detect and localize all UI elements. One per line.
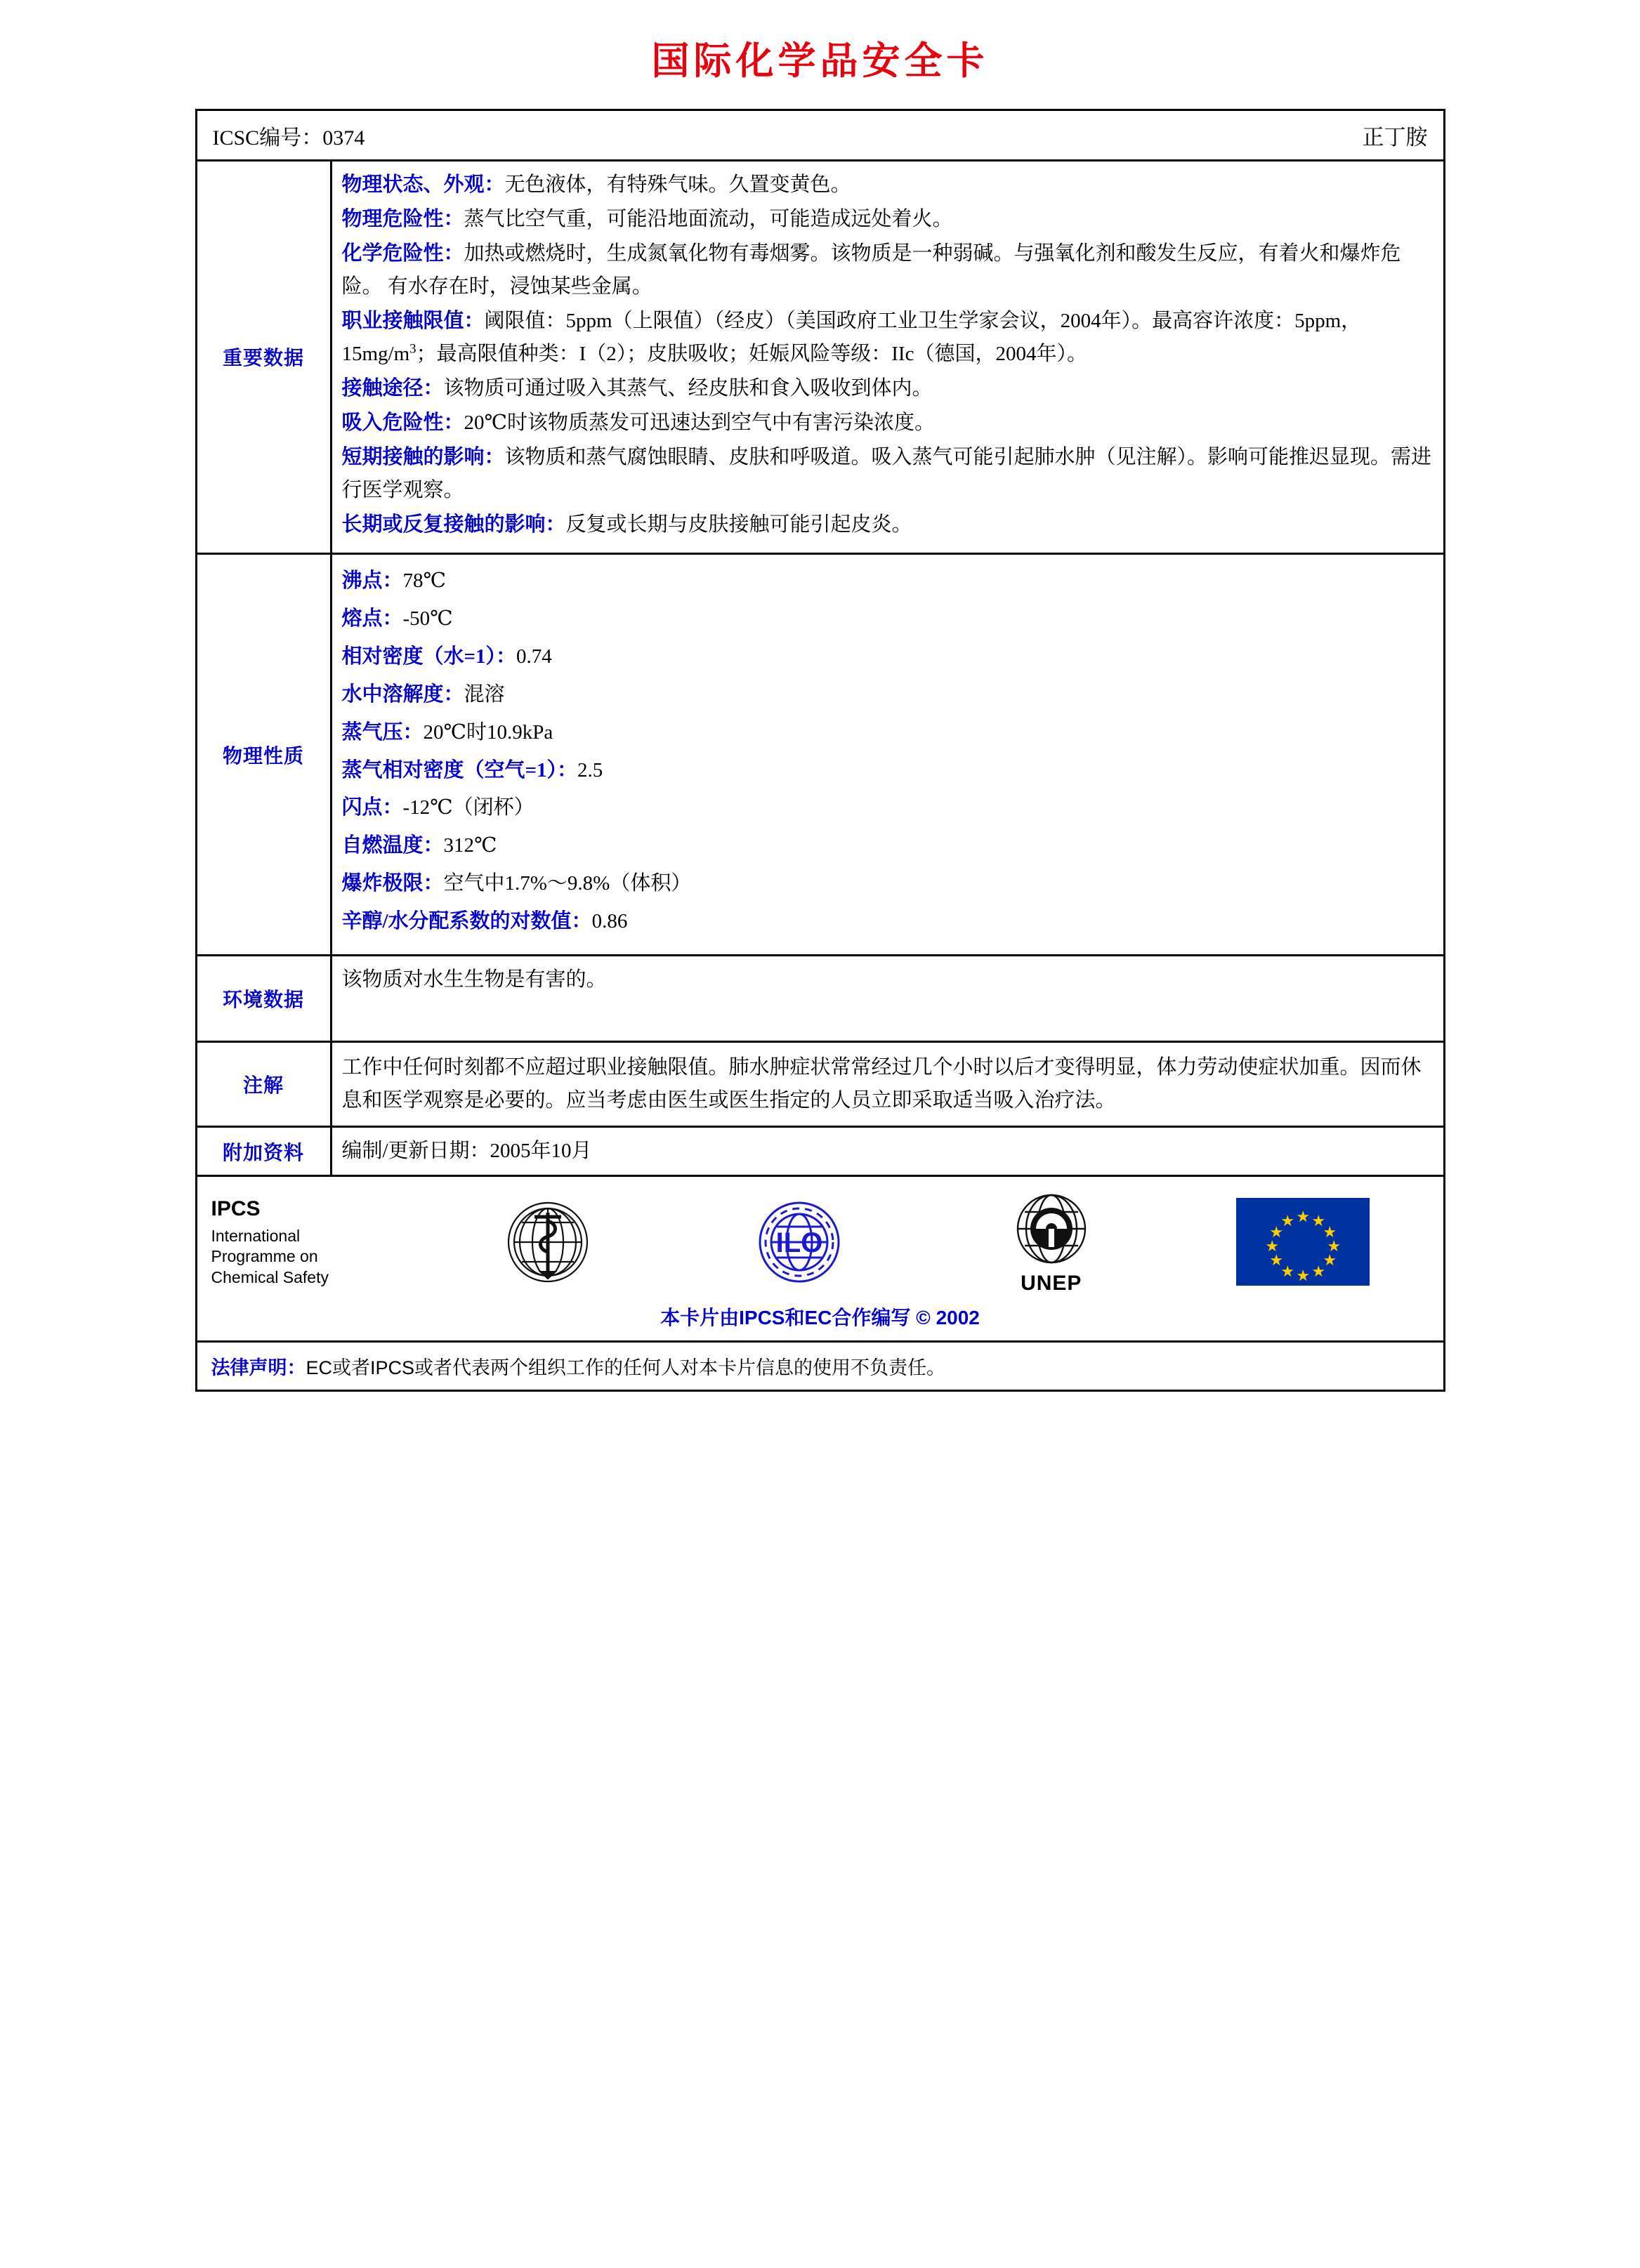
page-title: 国际化学品安全卡 [651, 38, 989, 83]
property-key: 自燃温度： [341, 834, 444, 857]
property-value: 78℃ [402, 569, 446, 592]
footer-logo-band [197, 1177, 1443, 1343]
section-important-data [197, 161, 1443, 555]
property-line [342, 905, 1434, 938]
data-line-key: 化学危险性： [341, 242, 464, 265]
data-line [342, 169, 1434, 202]
property-value: 0.74 [516, 645, 552, 668]
section-label-physical-properties: 物理性质 [197, 555, 332, 955]
data-line-key: 物理状态、外观： [341, 173, 505, 196]
property-key: 沸点： [341, 569, 403, 592]
data-line-key: 接触途径： [341, 376, 444, 400]
property-line [342, 565, 1434, 598]
section-label-environmental-data: 环境数据 [197, 956, 332, 1041]
section-label-additional-info: 附加资料 [197, 1128, 332, 1175]
data-line-key: 职业接触限值： [341, 309, 485, 332]
footer-credit: 本卡片由IPCS和EC合作编写 © 2002 [660, 1307, 980, 1329]
property-value: 0.86 [591, 910, 628, 933]
ipcs-block [211, 1196, 422, 1288]
logo-row [197, 1177, 1443, 1298]
data-line-oel [342, 305, 1434, 371]
property-key: 爆炸极限： [341, 872, 444, 895]
icsc-label: ICSC编号： [212, 126, 323, 150]
property-key: 相对密度（水=1）： [341, 645, 517, 668]
substance-name: 正丁胺 [1362, 125, 1428, 150]
data-line [342, 372, 1434, 405]
icsc-number-block [213, 120, 365, 151]
legal-text: EC或者IPCS或者代表两个组织工作的任何人对本卡片信息的使用不负责任。 [306, 1357, 946, 1379]
property-line [342, 829, 1434, 862]
property-line [342, 640, 1434, 673]
data-line-key: 长期或反复接触的影响： [341, 513, 566, 536]
property-value: 312℃ [443, 834, 497, 857]
data-line-value: 20℃时该物质蒸发可迅速达到空气中有害污染浓度。 [464, 411, 935, 434]
property-value: 2.5 [577, 758, 603, 782]
ipcs-name: IPCS [211, 1197, 261, 1221]
property-line [342, 791, 1434, 824]
svg-text:ILO: ILO [775, 1227, 823, 1258]
data-line-value: 无色液体，有特殊气味。久置变黄色。 [504, 173, 851, 196]
property-line [342, 867, 1434, 900]
section-content-important-data [332, 161, 1443, 553]
property-key: 熔点： [341, 607, 403, 630]
who-logo [481, 1193, 615, 1291]
property-value: -12℃（闭杯） [402, 796, 534, 819]
page [0, 31, 1640, 1392]
property-value: 20℃时10.9kPa [423, 720, 553, 744]
data-line-value: 反复或长期与皮肤接触可能引起皮炎。 [565, 513, 912, 536]
section-label-important-data: 重要数据 [197, 161, 332, 553]
ipcs-subtitle-line1: International [211, 1226, 301, 1245]
data-line-key: 物理危险性： [341, 207, 464, 230]
section-environmental-data [197, 956, 1443, 1043]
unep-logo-slot [926, 1188, 1178, 1295]
ipcs-subtitle-line2: Programme on [211, 1247, 318, 1266]
property-line [342, 716, 1434, 749]
property-line [342, 678, 1434, 711]
data-line-value: 加热或燃烧时，生成氮氧化物有毒烟雾。该物质是一种弱碱。与强氧化剂和酸发生反应，有着火和爆炸危险。 有水存在时，浸蚀某些金属。 [341, 242, 1401, 298]
data-line-value: 该物质可通过吸入其蒸气、经皮肤和食入吸收到体内。 [443, 376, 933, 400]
data-line [342, 407, 1434, 440]
section-content-environmental-data: 该物质对水生生物是有害的。 [341, 968, 607, 991]
section-physical-properties [197, 555, 1443, 957]
property-line [342, 602, 1434, 635]
section-notes [197, 1043, 1443, 1128]
unep-caption: UNEP [1021, 1272, 1082, 1295]
data-line [342, 203, 1434, 236]
section-label-notes: 注解 [197, 1043, 332, 1126]
section-content-physical-properties [332, 555, 1443, 955]
card-header [197, 111, 1443, 161]
data-line [342, 441, 1434, 507]
data-line-value: 该物质和蒸气腐蚀眼睛、皮肤和呼吸道。吸入蒸气可能引起肺水肿（见注解）。影响可能推迟显现。需进行医学观察。 [341, 445, 1432, 501]
ilo-logo [729, 1193, 870, 1291]
data-line-value: 阈限值：5ppm（上限值）（经皮）（美国政府工业卫生学家会议，2004年）。最高容许浓度：5ppm，$15mg/m^3$；最高限值种类：I（2）；皮肤吸收；妊娠风险等级：IIc（德国，2004年）。 [341, 309, 1362, 365]
property-line [342, 754, 1434, 787]
property-key: 闪点： [341, 796, 403, 819]
data-line-value: 蒸气比空气重，可能沿地面流动，可能造成远处着火。 [464, 207, 953, 230]
section-content-additional-info: 编制/更新日期：2005年10月 [341, 1140, 592, 1163]
section-additional-info [197, 1128, 1443, 1177]
data-line [342, 508, 1434, 541]
ilo-logo-slot [674, 1193, 926, 1291]
property-value: 混溶 [464, 683, 505, 706]
data-line-key: 吸入危险性： [341, 411, 464, 434]
unep-emblem-icon [988, 1188, 1115, 1272]
property-value: 空气中1.7%～9.8%（体积） [443, 872, 692, 895]
icsc-number: 0374 [322, 126, 365, 150]
property-value: -50℃ [402, 607, 453, 630]
who-logo-slot [422, 1193, 674, 1291]
eu-flag-slot [1177, 1198, 1429, 1286]
data-line-key: 短期接触的影响： [341, 445, 505, 468]
icsc-card [195, 109, 1445, 1392]
legal-label: 法律声明： [211, 1357, 306, 1379]
property-key: 蒸气相对密度（空气=1）： [341, 758, 578, 782]
property-key: 蒸气压： [341, 720, 424, 744]
ipcs-subtitle-line3: Chemical Safety [211, 1267, 329, 1286]
data-line [342, 237, 1434, 303]
legal-notice [197, 1343, 1443, 1390]
property-key: 辛醇/水分配系数的对数值： [341, 910, 592, 933]
section-content-notes: 工作中任何时刻都不应超过职业接触限值。肺水肿症状常常经过几个小时以后才变得明显，体力劳动使症状加重。因而休息和医学观察是必要的。应当考虑由医生或医生指定的人员立即采取适当吸入治疗法。 [341, 1056, 1422, 1112]
eu-flag: ★ ★ ★ ★ ★ ★ ★ ★ ★ ★ ★ ★ [1236, 1198, 1370, 1286]
property-key: 水中溶解度： [341, 683, 464, 706]
